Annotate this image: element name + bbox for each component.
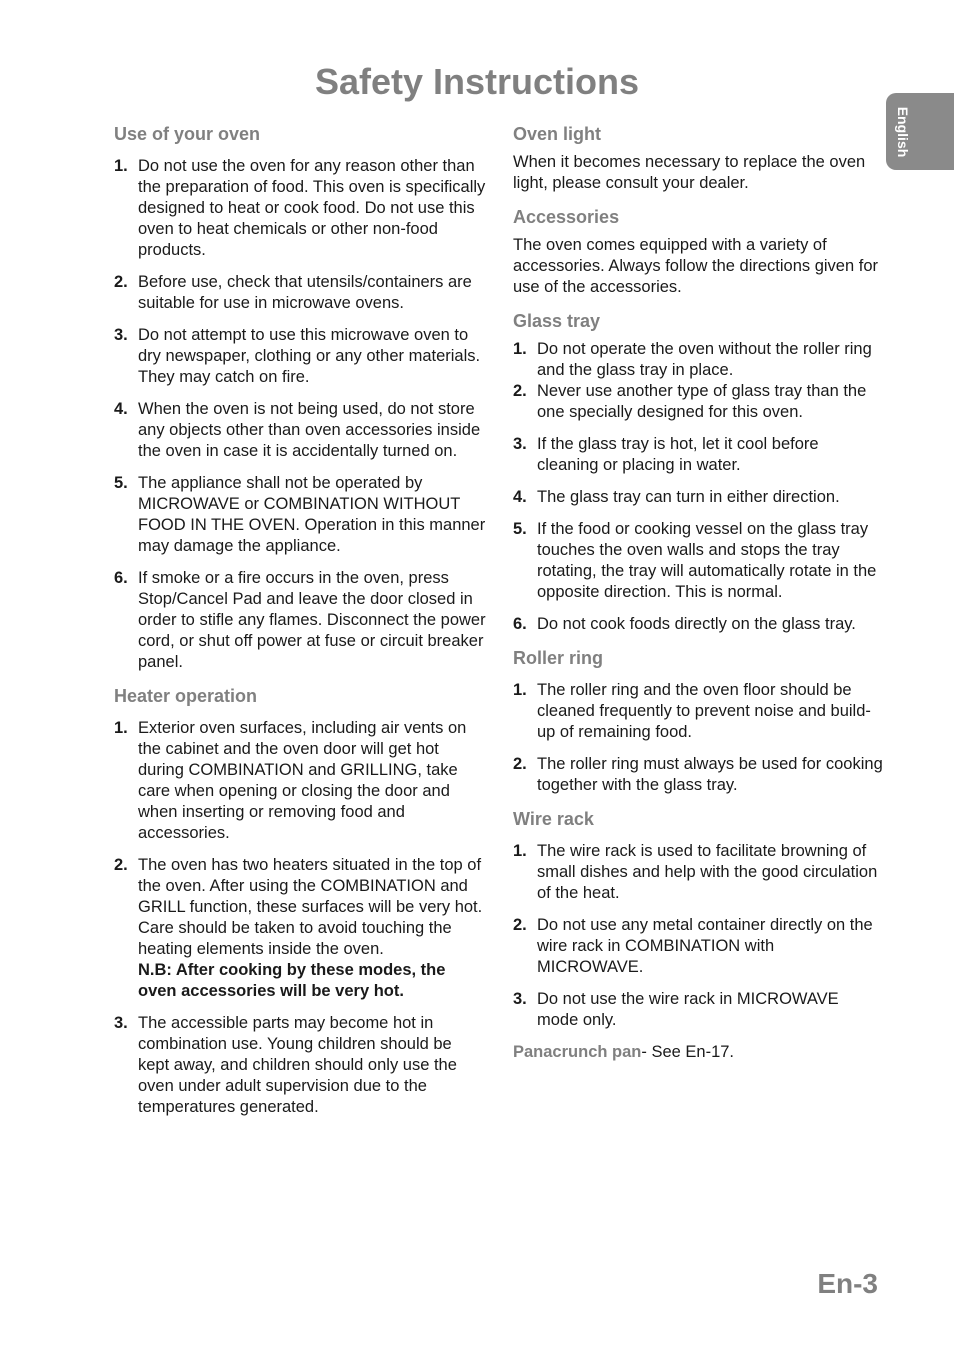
section-heading-wire-rack: Wire rack xyxy=(513,809,594,829)
item-text: Exterior oven surfaces, including air vents on the cabinet and the oven door will get hot during COMBINATION and GRILLING, take care when opening or closing the door and when inserting or removing food and accessories. xyxy=(138,719,467,842)
item-text: If the glass tray is hot, let it cool before cleaning or placing in water. xyxy=(537,435,819,474)
item-text: The accessible parts may become hot in combination use. Young children should be kept away, and children should only use the oven under adult supervision due to the temperatures generated. xyxy=(138,1014,457,1116)
oven-light-text: When it becomes necessary to replace the oven light, please consult your dealer. xyxy=(513,153,866,192)
item-number: 2. xyxy=(513,755,527,773)
item-number: 1. xyxy=(114,157,128,175)
item-number: 2. xyxy=(513,382,527,400)
language-tab-label: English xyxy=(895,106,911,158)
item-text: If smoke or a fire occurs in the oven, press Stop/Cancel Pad and leave the door closed in order to stifle any flames. Disconnect the power cord, or shut off power at fuse or circuit breaker panel. xyxy=(138,569,486,671)
item-text: Never use another type of glass tray than the one specially designed for this oven. xyxy=(537,382,867,421)
panacrunch-reference xyxy=(513,1042,883,1063)
item-number: 2. xyxy=(114,273,128,291)
list-item xyxy=(513,989,883,1031)
item-number: 4. xyxy=(114,400,128,418)
list-item xyxy=(513,381,883,423)
list-item xyxy=(114,272,486,314)
roller-ring-list xyxy=(513,680,883,796)
item-number: 3. xyxy=(114,326,128,344)
list-item xyxy=(513,434,883,476)
item-text: The wire rack is used to facilitate browning of small dishes and help with the good circulation of the heat. xyxy=(537,842,878,902)
item-text: Before use, check that utensils/containers are suitable for use in microwave ovens. xyxy=(138,273,472,312)
glass-tray-list xyxy=(513,339,883,635)
list-item xyxy=(513,841,883,904)
list-item xyxy=(513,754,883,796)
list-item xyxy=(513,915,883,978)
item-number: 3. xyxy=(513,435,527,453)
item-text: Do not use the wire rack in MICROWAVE mode only. xyxy=(537,990,839,1029)
list-item xyxy=(513,519,883,603)
item-text: If the food or cooking vessel on the glass tray touches the oven walls and stops the tray rotating, the tray will automatically rotate in the opposite direction. This is normal. xyxy=(537,520,877,601)
page-title: Safety Instructions xyxy=(314,61,640,102)
item-text: The oven has two heaters situated in the top of the oven. After using the COMBINATION and GRILL function, these surfaces will be very hot. Care should be taken to avoid touching the heating elements inside the oven. xyxy=(138,856,483,958)
item-number: 2. xyxy=(114,856,128,874)
item-number: 1. xyxy=(513,842,527,860)
item-number: 1. xyxy=(513,681,527,699)
item-number: 4. xyxy=(513,488,527,506)
list-item xyxy=(114,568,486,673)
list-item xyxy=(114,855,486,1002)
section-heading-oven-light: Oven light xyxy=(513,124,602,144)
wire-rack-list xyxy=(513,841,883,1031)
item-text: The roller ring must always be used for cooking together with the glass tray. xyxy=(537,755,883,794)
item-text: The roller ring and the oven floor should be cleaned frequently to prevent noise and build-up of remaining food. xyxy=(537,681,871,741)
item-number: 1. xyxy=(513,340,527,358)
heater-operation-list xyxy=(114,718,486,1118)
list-item xyxy=(513,614,883,635)
section-heading-glass-tray: Glass tray xyxy=(513,311,601,331)
item-text: Do not attempt to use this microwave oven to dry newspaper, clothing or any other materials. They may catch on fire. xyxy=(138,326,481,386)
item-number: 2. xyxy=(513,916,527,934)
item-text: Do not use any metal container directly on the wire rack in COMBINATION with MICROWAVE. xyxy=(537,916,873,976)
accessories-text: The oven comes equipped with a variety of accessories. Always follow the directions given for use of the accessories. xyxy=(513,236,878,296)
list-item xyxy=(513,339,883,381)
language-tab xyxy=(886,93,954,170)
item-text: The appliance shall not be operated by MICROWAVE or COMBINATION WITHOUT FOOD IN THE OVEN. Operation in this manner may damage the appliance. xyxy=(138,474,486,555)
item-text: Do not operate the oven without the roller ring and the glass tray in place. xyxy=(537,340,872,379)
list-item xyxy=(513,680,883,743)
list-item xyxy=(513,487,883,508)
item-number: 5. xyxy=(513,520,527,538)
item-number: 1. xyxy=(114,719,128,737)
item-number: 3. xyxy=(513,990,527,1008)
section-heading-roller-ring: Roller ring xyxy=(513,648,604,668)
item-number: 5. xyxy=(114,474,128,492)
item-number: 3. xyxy=(114,1014,128,1032)
list-item xyxy=(114,156,486,261)
item-text: When the oven is not being used, do not store any objects other than oven accessories inside the oven in case it is accidentally turned on. xyxy=(138,400,481,460)
warning-note: N.B: After cooking by these modes, the oven accessories will be very hot. xyxy=(138,961,446,1000)
list-item xyxy=(114,325,486,388)
section-heading-heater-operation: Heater operation xyxy=(114,686,258,706)
item-text: The glass tray can turn in either direction. xyxy=(537,488,840,506)
left-column xyxy=(114,122,486,1129)
item-text: Do not use the oven for any reason other than the preparation of food. This oven is specifically designed to heat or cook food. Do not use this oven to heat chemicals or other non-food products. xyxy=(138,157,486,259)
item-text: Do not cook foods directly on the glass tray. xyxy=(537,615,856,633)
list-item xyxy=(114,1013,486,1118)
item-number: 6. xyxy=(513,615,527,633)
use-of-oven-list xyxy=(114,156,486,673)
list-item xyxy=(114,399,486,462)
section-heading-accessories: Accessories xyxy=(513,207,620,227)
page-number: En-3 xyxy=(817,1268,878,1299)
item-number: 6. xyxy=(114,569,128,587)
list-item xyxy=(114,473,486,557)
panacrunch-label: Panacrunch pan xyxy=(513,1043,642,1061)
right-column xyxy=(513,122,883,1063)
panacrunch-text: - See En-17. xyxy=(641,1043,735,1061)
section-heading-use-of-oven: Use of your oven xyxy=(114,124,261,144)
list-item xyxy=(114,718,486,844)
